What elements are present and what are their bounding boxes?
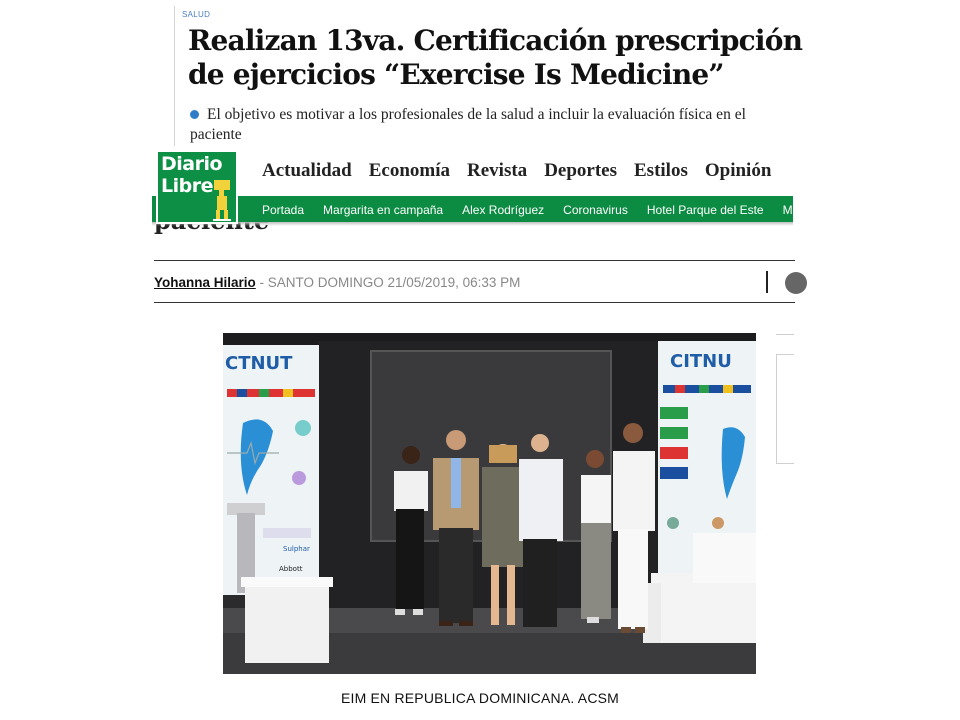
site-logo[interactable] [156,150,238,224]
liberty-figure-icon [210,178,234,222]
nav-item-estilos[interactable]: Estilos [634,160,688,181]
article-photo [223,333,756,674]
banner-right-text: CITNU [670,351,732,372]
logo-word-1: Diario [161,153,223,175]
article-summary [190,105,790,145]
page-title [188,24,828,92]
image-caption: EIM EN REPUBLICA DOMINICANA. ACSM [340,690,620,706]
logo-word-2: Libre [161,175,213,197]
sponsor-text: Sulphar [283,545,310,553]
subnav-item-more[interactable]: Más b [782,203,816,217]
sidebar-box [776,334,794,466]
subnav-item-margarita[interactable]: Margarita en campaña [323,203,444,217]
nav-item-economia[interactable]: Economía [368,160,451,181]
nav-item-deportes[interactable]: Deportes [544,160,617,181]
dateline: - SANTO DOMINGO 21/05/2019, 06:33 PM [255,275,521,290]
title-line-2: de ejercicios “Exercise Is Medicine” [188,58,724,91]
summary-line-1: El objetivo es motivar a los profesionales de la salud a incluir la evaluación física en el [207,106,746,123]
header-shadow [152,222,793,226]
banner-left-text: CTNUT [225,353,293,374]
subnav-item-coronavirus[interactable]: Coronavirus [563,203,628,217]
sponsor-text: Abbott [279,565,303,573]
bullet-icon [190,110,199,119]
divider [766,271,768,293]
sidebar-frame [776,354,794,464]
subnav-item-alex-rodriguez[interactable]: Alex Rodríguez [462,203,545,217]
author-link[interactable]: Yohanna Hilario [154,275,256,290]
subnav-item-portada[interactable]: Portada [262,203,305,217]
site-header [152,146,816,226]
divider [154,302,795,303]
article-screenshot [152,0,816,304]
section-label[interactable]: SALUD [182,10,211,19]
divider [174,6,175,146]
byline [154,275,520,290]
main-nav [262,160,788,182]
subnav-item-hotel[interactable]: Hotel Parque del Este [646,203,764,217]
nav-item-revista[interactable]: Revista [467,160,528,181]
nav-item-actualidad[interactable]: Actualidad [262,160,352,181]
summary-line-2: paciente [190,126,242,143]
nav-item-opinion[interactable]: Opinión [704,160,772,181]
divider [154,260,795,261]
divider [776,334,794,335]
sub-nav [262,203,834,217]
share-icon[interactable] [785,272,807,294]
title-line-1: Realizan 13va. Certificación prescripción [188,24,803,57]
